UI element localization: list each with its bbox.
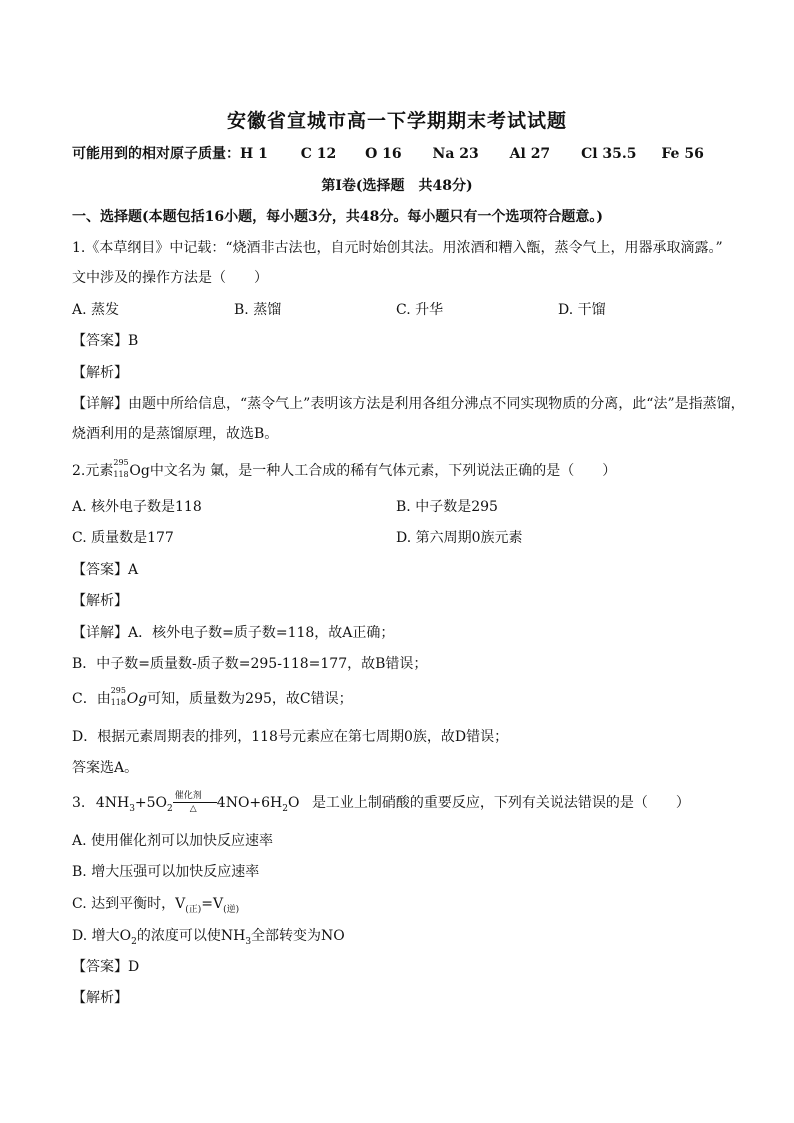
q3-lhs-sub: 3 (129, 803, 135, 814)
q3-rhs-sub: 2 (282, 803, 288, 814)
q1-option-b: B. 蒸馏 (234, 302, 282, 318)
q2-atomic-number: 118 (113, 470, 129, 479)
q1-stem-line2: 文中涉及的操作方法是（ ） (72, 270, 268, 286)
q3-option-d-sub2: 3 (245, 936, 252, 947)
part-one-heading: 一、选择题(本题包括16小题，每小题3分，共48分。每小题只有一个选项符合题意。) (72, 209, 603, 225)
atomic-mass-h: H 1 (240, 146, 268, 162)
q3-stem (72, 793, 690, 818)
q2-analysis-label: 【解析】 (72, 593, 128, 609)
q2-detail-c-symbol: Og (126, 691, 148, 707)
q3-lhs2: +5O (134, 795, 168, 811)
section-title: 第Ⅰ卷(选择题 共48分) (321, 178, 473, 194)
q3-option-d-sub1: 2 (131, 936, 137, 947)
q3-option-c-sub-reverse: (逆) (223, 904, 240, 915)
q2-option-a: A. 核外电子数是118 (72, 499, 202, 515)
q2-detail-a: 【详解】A．核外电子数=质子数=118，故A正确； (72, 625, 395, 641)
q3-lhs2-sub: 2 (167, 803, 173, 814)
q3-suffix: 是工业上制硝酸的重要反应，下列有关说法错误的是（ ） (311, 795, 690, 811)
atomic-mass-na: Na 23 (432, 146, 479, 162)
q3-analysis-label: 【解析】 (72, 990, 128, 1006)
q3-option-c-mid: =V (201, 896, 224, 912)
q3-lhs: 4NH (95, 795, 130, 811)
q1-options (72, 301, 606, 319)
atomic-mass-o: O 16 (365, 146, 402, 162)
page-title: 安徽省宣城市高一下学期期末考试试题 (226, 110, 567, 132)
q2-option-d: D. 第六周期0族元素 (396, 530, 523, 546)
q2-detail-c-prefix: C．由 (72, 691, 111, 707)
q1-analysis-label: 【解析】 (72, 365, 128, 381)
q2-prefix: 2.元素 (72, 463, 114, 479)
q1-detail-line2: 烧酒利用的是蒸馏原理，故选B。 (72, 426, 279, 442)
q2-options-row2 (72, 529, 523, 547)
q3-option-c-prefix: C. 达到平衡时，V (72, 896, 186, 912)
q2-mass-number: 295 (113, 458, 129, 467)
q2-options-row1 (72, 498, 498, 516)
q3-option-d (72, 927, 345, 951)
q2-answer: 【答案】A (72, 562, 139, 578)
q2-detail-d: D．根据元素周期表的排列，118号元素应在第七周期0族，故D错误； (72, 729, 509, 745)
q3-rhs2: O (288, 795, 300, 811)
atomic-mass-cl: Cl 35.5 (581, 146, 637, 162)
q1-detail-line1: 【详解】由题中所给信息，“蒸令气上”表明该方法是利用各组分沸点不同实现物质的分离，此“法”是指蒸馏， (72, 396, 745, 412)
q3-heat-symbol: △ (189, 804, 197, 814)
q1-answer: 【答案】B (72, 333, 139, 349)
q3-number: 3. (72, 795, 86, 811)
q3-option-d-mid: 的浓度可以使NH (136, 928, 246, 944)
q1-option-d: D. 干馏 (558, 302, 606, 318)
q2-detail-c-suffix: 可知，质量数为295，故C错误； (147, 691, 353, 707)
atomic-mass-fe: Fe 56 (661, 146, 704, 162)
q2-conclusion: 答案选A。 (72, 760, 139, 776)
q3-option-a: A. 使用催化剂可以加快反应速率 (72, 833, 274, 849)
q3-answer: 【答案】D (72, 959, 140, 975)
atomic-mass-al: Al 27 (509, 146, 551, 162)
q2-stem (72, 458, 617, 480)
atomic-masses-label: 可能用到的相对原子质量： (72, 146, 240, 162)
atomic-masses-line (72, 145, 704, 163)
q2-detail-c-atomic-number: 118 (110, 698, 126, 707)
q2-suffix: 中文名为 氭，是一种人工合成的稀有气体元素，下列说法正确的是（ ） (149, 463, 617, 479)
q3-arrow-bar (173, 802, 217, 803)
q2-detail-b: B．中子数=质量数-质子数=295-118=177，故B错误； (72, 656, 428, 672)
q3-rhs: 4NO+6H (216, 795, 283, 811)
q1-option-c: C. 升华 (396, 302, 444, 318)
q1-stem-line1: 1.《本草纲目》中记载：“烧酒非古法也，自元时始创其法。用浓酒和糟入甑，蒸令气上，用器承取滴露。” (72, 240, 723, 256)
q3-option-d-prefix: D. 增大O (72, 928, 132, 944)
q2-detail-c-nuclide-numbers (110, 686, 127, 708)
atomic-mass-c: C 12 (300, 146, 337, 162)
q2-detail-c-mass-number: 295 (110, 686, 126, 695)
q3-catalyst-label: 催化剂 (174, 791, 202, 801)
q3-option-c-sub-forward: (正) (185, 904, 202, 915)
q1-option-a: A. 蒸发 (72, 302, 120, 318)
q2-nuclide-numbers (113, 458, 129, 480)
q3-option-c (72, 895, 239, 919)
q3-option-b: B. 增大压强可以加快反应速率 (72, 864, 260, 880)
q2-option-b: B. 中子数是295 (396, 499, 498, 515)
q2-detail-c (72, 686, 353, 708)
q2-option-c: C. 质量数是177 (72, 530, 174, 546)
q3-option-d-suffix: 全部转变为NO (251, 928, 345, 944)
q3-reaction-arrow (173, 793, 217, 813)
q2-symbol: Og (129, 463, 150, 479)
